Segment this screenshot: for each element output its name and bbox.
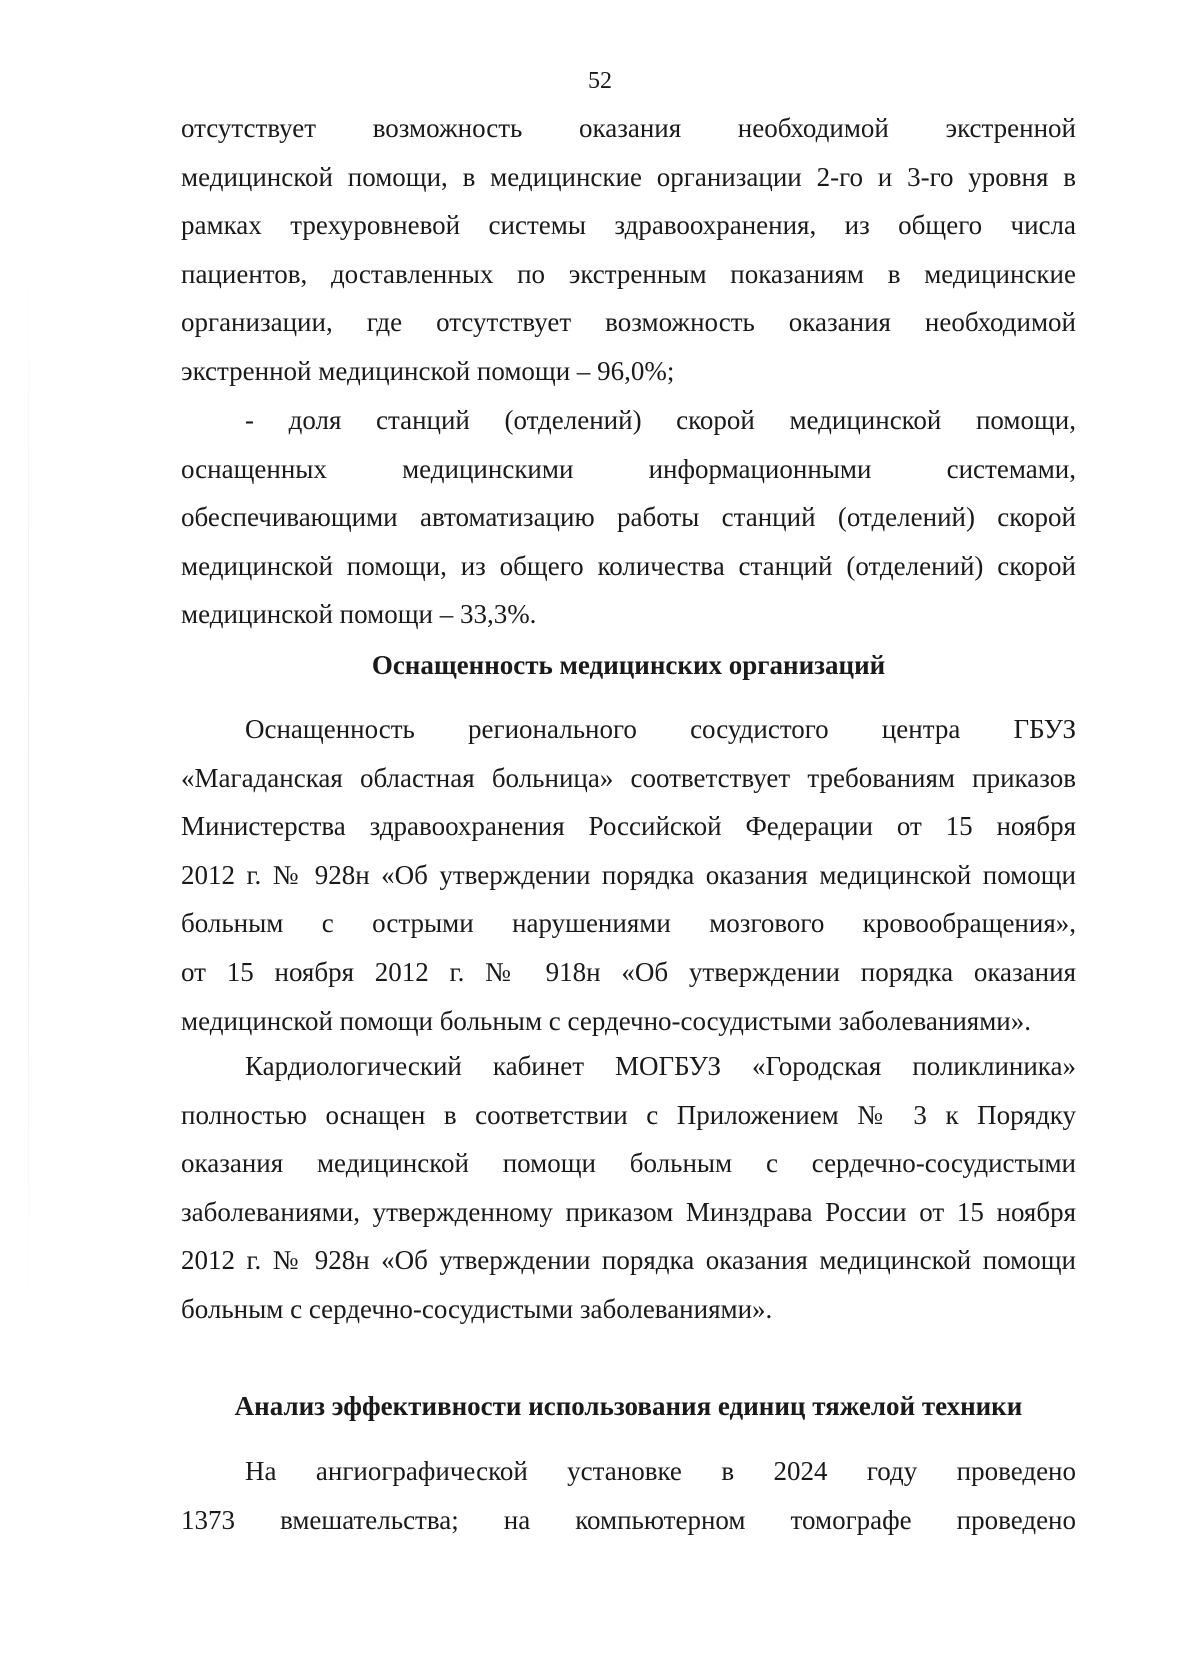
text-line: экстренной медицинской помощи – 96,0%; — [181, 355, 675, 386]
text-line: «Магаданская областная больница» соответствует требованиям приказов — [181, 762, 1076, 793]
text-line: отсутствует возможность оказания необходимой экстренной — [181, 113, 1076, 143]
text-line: рамках трехуровневой системы здравоохранения, из общего числа — [181, 210, 1076, 241]
text-line: На ангиографической установке в 2024 году проведено — [245, 1456, 1076, 1486]
text-line: Министерства здравоохранения Российской Федерации от 15 ноября — [181, 811, 1076, 842]
paragraph-ambulance-stations — [181, 396, 1076, 639]
text-line: заболеваниями, утвержденному приказом Минздрава России от 15 ноября — [181, 1196, 1076, 1227]
text-line: Оснащенность регионального сосудистого центра ГБУЗ — [245, 714, 1076, 744]
text-line: организации, где отсутствует возможность оказания необходимой — [181, 307, 1076, 338]
text-line: больным с сердечно-сосудистыми заболеваниями». — [181, 1293, 773, 1324]
text-line: Кардиологический кабинет МОГБУЗ «Городская поликлиника» — [245, 1051, 1076, 1081]
text-line: больным с острыми нарушениями мозгового кровообращения», — [181, 908, 1076, 939]
text-line: полностью оснащен в соответствии с Приложением № 3 к Порядку — [181, 1099, 1076, 1130]
paragraph-vascular-center — [181, 705, 1076, 1045]
text-line: обеспечивающими автоматизацию работы станций (отделений) скорой — [181, 502, 1076, 533]
text-line: пациентов, доставленных по экстренным показаниям в медицинские — [181, 258, 1076, 289]
section-heading-equipment: Оснащенность медицинских организаций — [371, 650, 886, 680]
section-heading-heavy-equipment: Анализ эффективности использования единиц тяжелой техники — [234, 1391, 1023, 1421]
paragraph-emergency-care — [181, 104, 1076, 396]
text-line: оказания медицинской помощи больным с сердечно-сосудистыми — [181, 1148, 1076, 1179]
text-line: 2012 г. № 928н «Об утверждении порядка оказания медицинской помощи — [181, 1245, 1076, 1276]
scan-edge-shadow — [28, 240, 29, 1340]
text-line: медицинской помощи, в медицинские организации 2-го и 3-го уровня в — [181, 161, 1076, 192]
text-line: медицинской помощи – 33,3%. — [181, 599, 537, 630]
text-line: от 15 ноября 2012 г. № 918н «Об утверждении порядка оказания — [181, 956, 1076, 987]
text-line: медицинской помощи больным с сердечно-сосудистыми заболеваниями». — [181, 1005, 1031, 1036]
text-line: медицинской помощи, из общего количества станций (отделений) скорой — [181, 550, 1076, 581]
text-line: оснащенных медицинскими информационными системами, — [181, 453, 1076, 484]
text-line: - доля станций (отделений) скорой медицинской помощи, — [245, 405, 1076, 435]
text-line: 2012 г. № 928н «Об утверждении порядка оказания медицинской помощи — [181, 859, 1076, 890]
paragraph-angiography — [181, 1447, 1076, 1544]
text-line: 1373 вмешательства; на компьютерном томографе проведено — [181, 1504, 1076, 1535]
page-number: 52 — [588, 68, 612, 94]
paragraph-cardiology-office — [181, 1042, 1076, 1334]
